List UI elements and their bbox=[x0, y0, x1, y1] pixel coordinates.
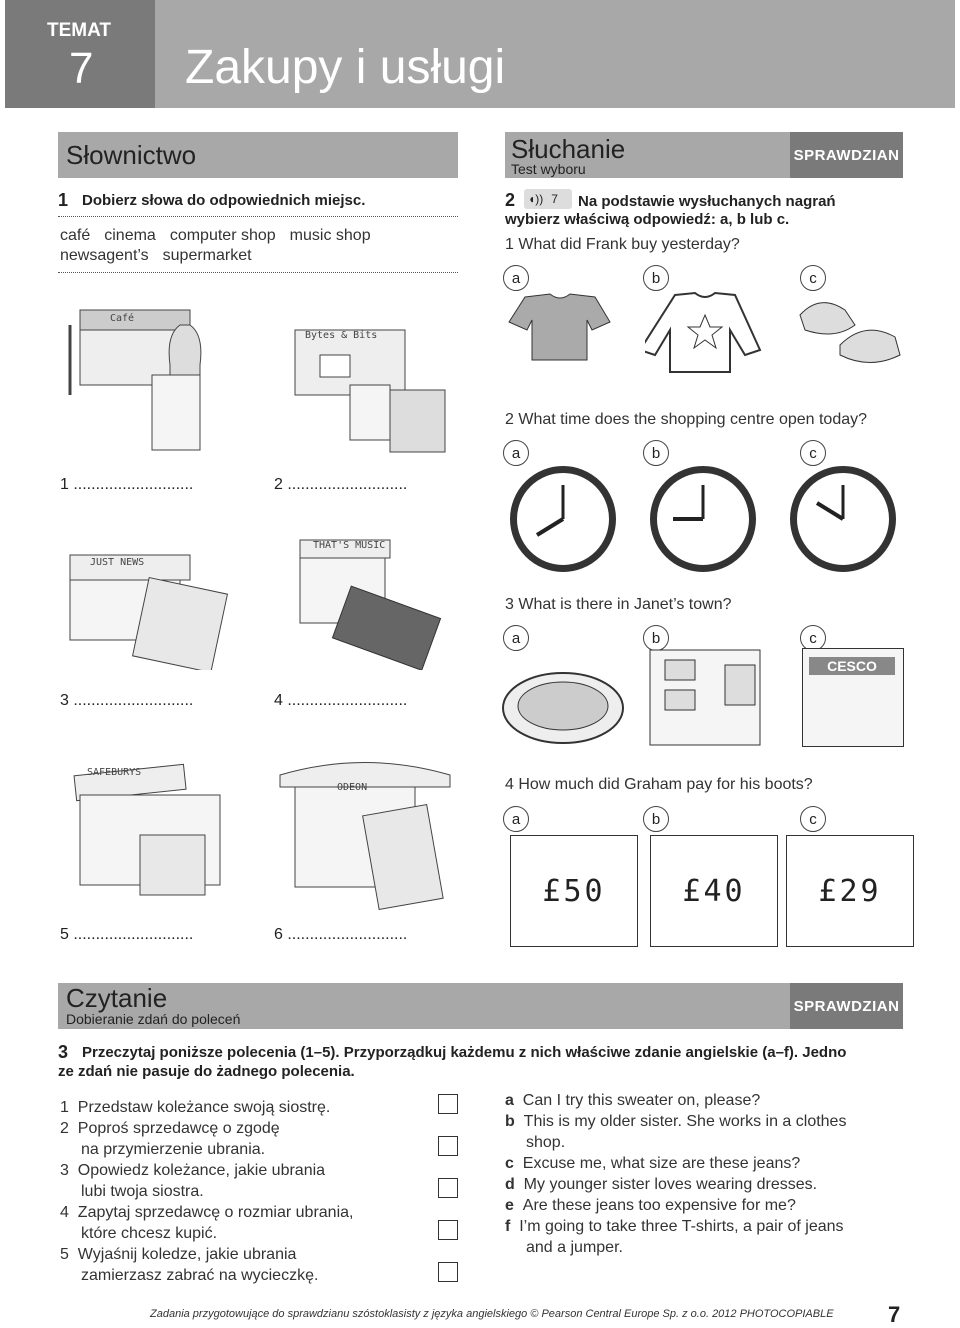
answer-b bbox=[505, 1111, 846, 1153]
exercise-3-instruction-1: Przeczytaj poniższe polecenia (1–5). Przyporządkuj każdemu z nich właściwe zdanie angielskie (a–f). Jedno bbox=[82, 1044, 847, 1061]
tshirt-picture bbox=[505, 292, 615, 367]
exercise-1-number: 1 bbox=[58, 190, 69, 210]
page-header bbox=[155, 0, 955, 108]
divider bbox=[58, 272, 458, 273]
computer-shop-picture bbox=[275, 325, 455, 460]
listening-section-bar bbox=[505, 132, 790, 178]
divider bbox=[58, 216, 458, 217]
prompt-number: 3 bbox=[60, 1162, 69, 1179]
prompt-text: Zapytaj sprzedawcę o rozmiar ubrania, bbox=[77, 1204, 354, 1221]
exercise-2-instruction-1: Na podstawie wysłuchanych nagrań bbox=[578, 193, 836, 210]
answer-letter: b bbox=[505, 1113, 515, 1130]
reading-section-bar bbox=[58, 983, 790, 1029]
answer-text: Excuse me, what size are these jeans? bbox=[522, 1155, 801, 1172]
answer-blank-1[interactable]: 1 ........................... bbox=[60, 476, 194, 493]
picture-caption: SAFEBURYS bbox=[87, 767, 142, 778]
answer-letter: f bbox=[505, 1218, 511, 1235]
exercise-3-instruction-2: ze zdań nie pasuje do żadnego polecenia. bbox=[58, 1063, 355, 1080]
answer-checkbox-3[interactable] bbox=[438, 1178, 458, 1198]
answer-text: shop. bbox=[526, 1134, 566, 1151]
option-a[interactable]: a bbox=[503, 625, 529, 651]
music-shop-picture bbox=[285, 530, 455, 670]
answer-blank-3[interactable]: 3 ........................... bbox=[60, 692, 194, 709]
picture-caption: Café bbox=[110, 313, 135, 324]
option-b[interactable]: b bbox=[643, 440, 669, 466]
prompt-text: Wyjaśnij koledze, jakie ubrania bbox=[77, 1246, 297, 1263]
prompt-text: Przedstaw koleżance swoją siostrę. bbox=[77, 1099, 331, 1116]
answer-c bbox=[505, 1153, 800, 1174]
listening-title: Słuchanie bbox=[511, 134, 626, 164]
answer-letter: a bbox=[505, 1092, 514, 1109]
topic-label: TEMAT bbox=[47, 20, 112, 41]
vocab-title: Słownictwo bbox=[66, 140, 197, 170]
word: computer shop bbox=[169, 227, 276, 244]
picture-caption: THAT'S MUSIC bbox=[313, 540, 386, 551]
option-c[interactable]: c bbox=[800, 806, 826, 832]
answer-checkbox-2[interactable] bbox=[438, 1136, 458, 1156]
vocab-section-bar bbox=[58, 132, 458, 178]
word-bank-row-1 bbox=[60, 227, 371, 245]
prompt-5 bbox=[60, 1244, 318, 1286]
footer-credit: Zadania przygotowujące do sprawdzianu szóstoklasisty z języka angielskiego © Pearson Central Europe Sp. z o.o. 2012 PHOTOCOPIABLE bbox=[150, 1308, 834, 1320]
price-tag-a: £50 bbox=[510, 835, 638, 947]
prompt-text: na przymierzenie ubrania. bbox=[81, 1141, 266, 1158]
computer-shop-picture bbox=[645, 645, 765, 755]
swimming-pool-picture bbox=[498, 648, 638, 753]
prompt-text: Opowiedz koleżance, jakie ubrania bbox=[77, 1162, 326, 1179]
prompt-text: które chcesz kupić. bbox=[81, 1225, 218, 1242]
supermarket-picture bbox=[802, 648, 904, 747]
answer-checkbox-4[interactable] bbox=[438, 1220, 458, 1240]
answer-blank-2[interactable]: 2 ........................... bbox=[274, 476, 408, 493]
shop-sign: CESCO bbox=[809, 657, 895, 675]
reading-title: Czytanie bbox=[66, 983, 168, 1013]
cafe-picture bbox=[60, 295, 235, 460]
word: supermarket bbox=[162, 247, 252, 264]
answer-d bbox=[505, 1174, 817, 1195]
option-b[interactable]: b bbox=[643, 265, 669, 291]
answer-e bbox=[505, 1195, 796, 1216]
answer-a bbox=[505, 1090, 760, 1111]
option-a[interactable]: a bbox=[503, 440, 529, 466]
picture-caption: Bytes & Bits bbox=[305, 330, 378, 341]
word: music shop bbox=[289, 227, 371, 244]
answer-f bbox=[505, 1216, 844, 1258]
answer-text: This is my older sister. She works in a clothes bbox=[523, 1113, 847, 1130]
word: cinema bbox=[104, 227, 156, 244]
answer-text: I’m going to take three T-shirts, a pair of jeans bbox=[519, 1218, 844, 1235]
listening-subtitle: Test wyboru bbox=[511, 161, 586, 177]
word-bank-row-2 bbox=[60, 247, 252, 265]
reading-subtitle: Dobieranie zdań do poleceń bbox=[66, 1011, 241, 1027]
answer-letter: d bbox=[505, 1176, 515, 1193]
cinema-picture bbox=[275, 755, 455, 910]
page-title: Zakupy i usługi bbox=[185, 41, 506, 94]
answer-blank-6[interactable]: 6 ........................... bbox=[274, 926, 408, 943]
question-4: 4 How much did Graham pay for his boots? bbox=[505, 776, 813, 793]
exercise-1-instruction: Dobierz słowa do odpowiednich miejsc. bbox=[82, 192, 366, 209]
picture-caption: JUST NEWS bbox=[90, 557, 145, 568]
answer-letter: e bbox=[505, 1197, 514, 1214]
test-badge: SPRAWDZIAN bbox=[790, 983, 903, 1029]
answer-checkbox-5[interactable] bbox=[438, 1262, 458, 1282]
prompt-number: 4 bbox=[60, 1204, 69, 1221]
prompt-number: 5 bbox=[60, 1246, 69, 1263]
clock-a bbox=[510, 466, 616, 572]
option-a[interactable]: a bbox=[503, 806, 529, 832]
answer-blank-5[interactable]: 5 ........................... bbox=[60, 926, 194, 943]
prompt-3 bbox=[60, 1160, 325, 1202]
option-c[interactable]: c bbox=[800, 625, 826, 651]
prompt-number: 2 bbox=[60, 1120, 69, 1137]
answer-letter: c bbox=[505, 1155, 514, 1172]
clock-c bbox=[790, 466, 896, 572]
prompt-2 bbox=[60, 1118, 280, 1160]
answer-text: and a jumper. bbox=[526, 1239, 623, 1256]
price-tag-b: £40 bbox=[650, 835, 778, 947]
test-badge: SPRAWDZIAN bbox=[790, 132, 903, 178]
word: café bbox=[60, 227, 91, 244]
track-number: 7 bbox=[551, 192, 558, 206]
sweater-picture bbox=[645, 290, 765, 380]
option-a[interactable]: a bbox=[503, 265, 529, 291]
answer-text: Are these jeans too expensive for me? bbox=[522, 1197, 796, 1214]
exercise-2-number: 2 bbox=[505, 190, 516, 210]
prompt-number: 1 bbox=[60, 1099, 69, 1116]
topic-badge bbox=[5, 0, 155, 108]
prompt-text: Poproś sprzedawcę o zgodę bbox=[77, 1120, 280, 1137]
question-3: 3 What is there in Janet’s town? bbox=[505, 596, 732, 613]
speaker-icon: ◖)) bbox=[528, 192, 544, 206]
trainers-picture bbox=[795, 290, 905, 375]
option-c[interactable]: c bbox=[800, 440, 826, 466]
page-number: 7 bbox=[888, 1302, 901, 1327]
supermarket-picture bbox=[65, 755, 245, 910]
option-b[interactable]: b bbox=[643, 806, 669, 832]
answer-checkbox-1[interactable] bbox=[438, 1094, 458, 1114]
option-c[interactable]: c bbox=[800, 265, 826, 291]
option-b[interactable]: b bbox=[643, 625, 669, 651]
topic-number: 7 bbox=[69, 44, 94, 93]
audio-track-icon[interactable] bbox=[524, 189, 572, 209]
answer-blank-4[interactable]: 4 ........................... bbox=[274, 692, 408, 709]
question-1: 1 What did Frank buy yesterday? bbox=[505, 236, 740, 253]
exercise-3-number: 3 bbox=[58, 1042, 69, 1062]
exercise-2-instruction-2: wybierz właściwą odpowiedź: a, b lub c. bbox=[505, 211, 790, 228]
newsagent-picture bbox=[60, 545, 235, 670]
picture-caption: ODEON bbox=[337, 782, 368, 793]
prompt-4 bbox=[60, 1202, 353, 1244]
answer-text: Can I try this sweater on, please? bbox=[522, 1092, 761, 1109]
answer-text: My younger sister loves wearing dresses. bbox=[523, 1176, 818, 1193]
question-2: 2 What time does the shopping centre open today? bbox=[505, 411, 868, 428]
prompt-1 bbox=[60, 1097, 330, 1118]
prompt-text: zamierzasz zabrać na wycieczkę. bbox=[81, 1267, 319, 1284]
prompt-text: lubi twoja siostra. bbox=[81, 1183, 204, 1200]
clock-b bbox=[650, 466, 756, 572]
word: newsagent’s bbox=[60, 247, 149, 264]
price-tag-c: £29 bbox=[786, 835, 914, 947]
